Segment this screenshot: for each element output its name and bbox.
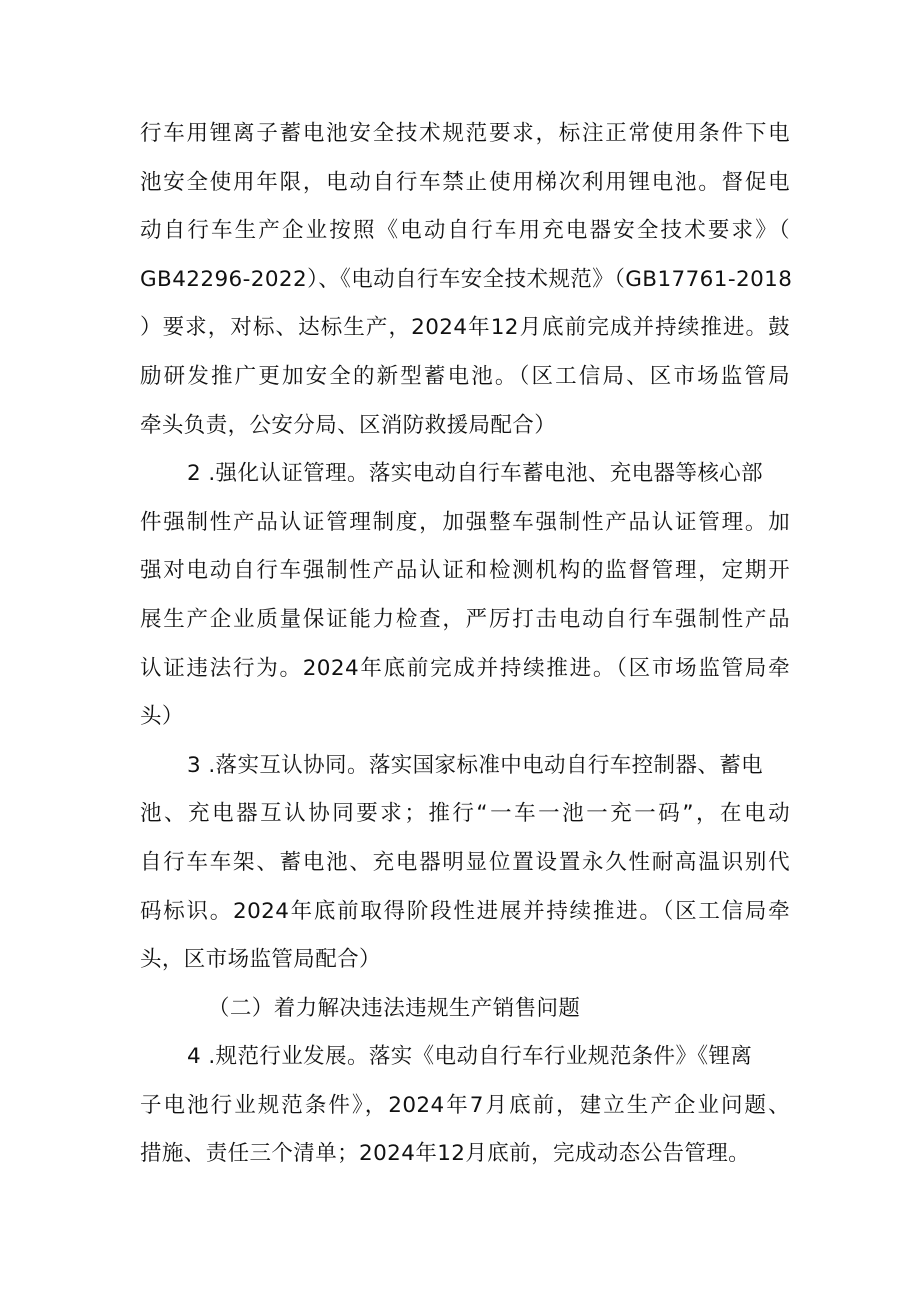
text-line: 行车用锂离子蓄电池安全技术规范要求，标注正常使用条件下电 [140,121,790,146]
text-line: 动自行车生产企业按照《电动自行车用充电器安全技术要求》（ [140,218,790,244]
text-line: 码标识。2024年底前取得阶段性进展并持续推进。（区工信局牵 [140,898,790,924]
text-line: 池、充电器互认协同要求；推行“一车一池一充一码”，在电动 [140,801,790,827]
text-line: 牵头负责，公安分局、区消防救援局配合） [140,412,557,438]
text-line: 件强制性产品认证管理制度，加强整车强制性产品认证管理。加 [140,509,790,535]
paragraph-certification [140,450,790,742]
paragraph-industry-regulation [140,1033,790,1179]
text-line: 自行车车架、蓄电池、充电器明显位置设置永久性耐高温识别代 [140,849,790,875]
text-line: 展生产企业质量保证能力检查，严厉打击电动自行车强制性产品 [140,606,790,632]
text-line: GB42296-2022）、《电动自行车安全技术规范》（GB17761-2018 [140,266,793,292]
section-heading-text: （二）着力解决违法违规生产销售问题 [208,995,581,1021]
paragraph-battery-safety [140,110,793,450]
text-line: 头，区市场监管局配合） [140,947,381,973]
text-line: 措施、责任三个清单；2024年12月底前，完成动态公告管理。 [140,1141,751,1167]
text-line: 励研发推广更加安全的新型蓄电池。（区工信局、区市场监管局 [140,363,790,389]
text-line: 强对电动自行车强制性产品认证和检测机构的监督管理，定期开 [140,558,790,584]
paragraph-mutual-recognition [140,742,790,985]
text-line: 2 .强化认证管理。落实电动自行车蓄电池、充电器等核心部 [187,461,764,487]
section-heading [140,985,790,1034]
text-line: 子电池行业规范条件》，2024年7月底前，建立生产企业问题、 [140,1092,790,1118]
text-line: 认证违法行为。2024年底前完成并持续推进。（区市场监管局牵 [140,655,790,681]
text-line: 4 .规范行业发展。落实《电动自行车行业规范条件》《锂离 [187,1044,753,1070]
document-page [140,110,793,1179]
text-line: 头） [140,704,184,730]
text-line: 3 .落实互认协同。落实国家标准中电动自行车控制器、蓄电 [187,752,764,778]
text-line: ）要求，对标、达标生产，2024年12月底前完成并持续推进。鼓 [140,315,790,341]
text-line: 池安全使用年限，电动自行车禁止使用梯次利用锂电池。督促电 [140,169,790,195]
